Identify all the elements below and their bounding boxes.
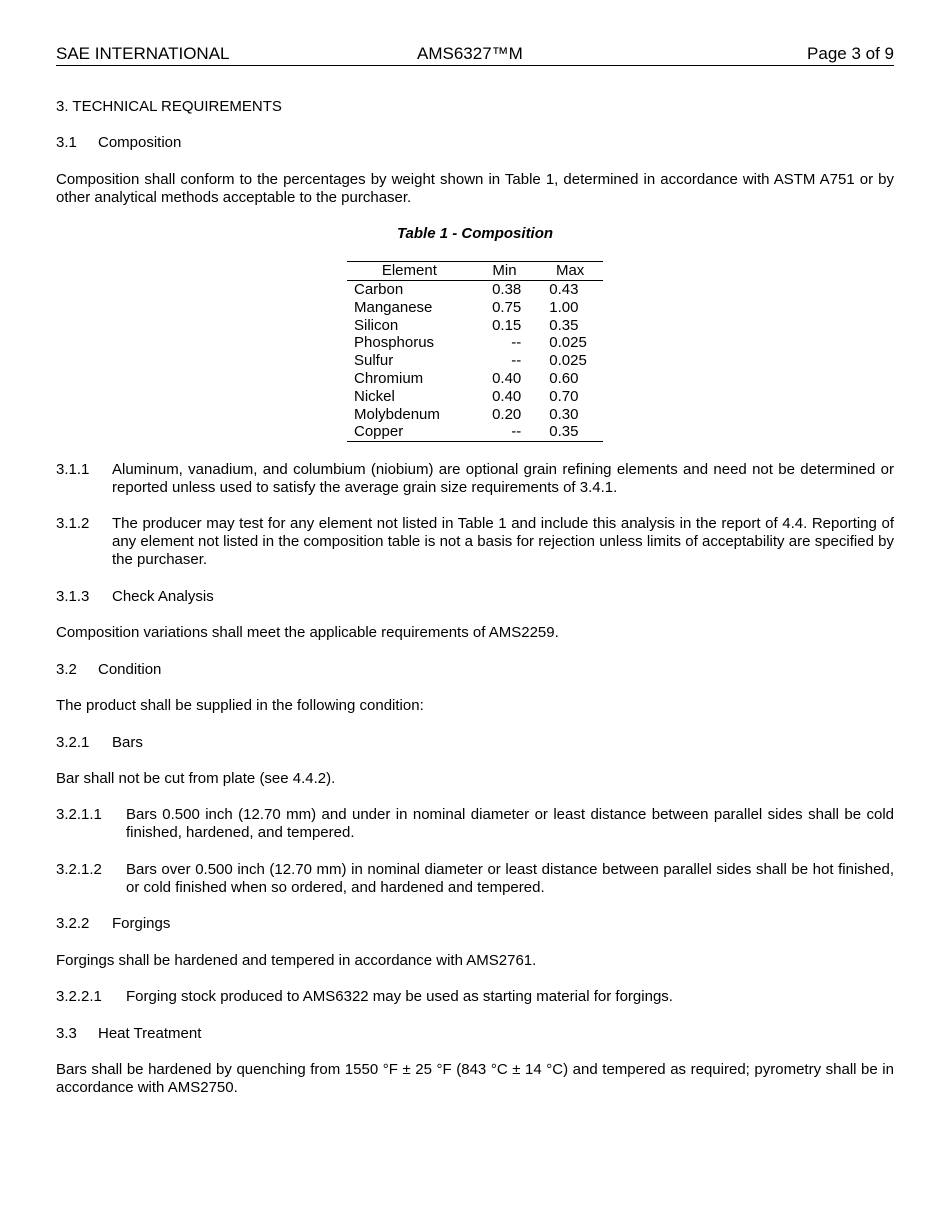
section-3-2-1-1-body: Bars 0.500 inch (12.70 mm) and under in nominal diameter or least distance between parallel sides shall be cold finished, hardened, and tempered. — [126, 806, 894, 841]
section-3-1-2-number: 3.1.2 — [56, 515, 90, 532]
section-3-3-body: Bars shall be hardened by quenching from 1550 °F ± 25 °F (843 °C ± 14 °C) and tempered as required; pyrometry shall be in accordance with AMS2750. — [56, 1061, 894, 1096]
section-3-1-2-body: The producer may test for any element not listed in Table 1 and include this analysis in the report of 4.4. Reporting of any element not listed in the composition table is not a basis for rejection unless limits of acceptability are specified by the purchaser. — [112, 515, 894, 568]
table-cell-element: Manganese — [354, 298, 433, 316]
section-3-2-title: Condition — [98, 661, 162, 678]
table-cell-max: 0.025 — [549, 334, 587, 352]
section-3-2-1-title: Bars — [112, 734, 143, 751]
table-cell-max: 0.43 — [549, 281, 579, 298]
section-3-2-2-1-body: Forging stock produced to AMS6322 may be used as starting material for forgings. — [126, 988, 673, 1005]
table-header-min: Min — [472, 262, 538, 281]
section-3-1-3-number: 3.1.3 — [56, 588, 90, 605]
table-cell-max: 0.35 — [549, 316, 579, 334]
section-3-heading: 3. TECHNICAL REQUIREMENTS — [56, 98, 282, 115]
header-doc-number: AMS6327™M — [417, 44, 523, 63]
table-cell-element: Molybdenum — [354, 405, 440, 423]
table-1-title: Table 1 - Composition — [396, 225, 554, 242]
table-cell-max: 0.30 — [549, 405, 579, 423]
page-header — [56, 44, 894, 66]
section-3-2-number: 3.2 — [56, 661, 77, 678]
section-3-2-2-body: Forgings shall be hardened and tempered in accordance with AMS2761. — [56, 952, 537, 969]
section-3-1-1-number: 3.1.1 — [56, 461, 90, 478]
table-cell-element: Copper — [347, 423, 472, 441]
section-3-2-1-number: 3.2.1 — [56, 734, 90, 751]
table-cell-element: Chromium — [354, 369, 424, 387]
table-header-max: Max — [537, 262, 603, 281]
table-cell-max: 0.025 — [549, 352, 587, 370]
composition-table — [347, 261, 603, 442]
table-header-row — [347, 262, 603, 281]
table-cell-min: -- — [511, 352, 522, 370]
section-3-3-title: Heat Treatment — [98, 1025, 202, 1042]
table-cell-min: 0.40 — [492, 369, 522, 387]
table-row — [347, 370, 603, 388]
table-row — [347, 299, 603, 317]
section-3-2-2-1-number: 3.2.2.1 — [56, 988, 102, 1005]
section-3-1-body: Composition shall conform to the percentages by weight shown in Table 1, determined in accordance with ASTM A751 or by other analytical methods acceptable to the purchaser. — [56, 171, 894, 206]
section-3-3-number: 3.3 — [56, 1025, 77, 1042]
section-3-2-2-number: 3.2.2 — [56, 915, 90, 932]
table-cell-element: Sulfur — [354, 352, 394, 370]
section-3-1-3-title: Check Analysis — [112, 588, 214, 605]
table-cell-max: 0.35 — [537, 423, 603, 441]
table-cell-min: -- — [511, 334, 522, 352]
section-3-2-1-2-number: 3.2.1.2 — [56, 861, 102, 878]
table-cell-min: -- — [472, 423, 538, 441]
section-3-2-1-1-number: 3.2.1.1 — [56, 806, 102, 823]
section-3-1-number: 3.1 — [56, 134, 77, 151]
header-org: SAE INTERNATIONAL — [56, 44, 230, 63]
section-3-1-1-body: Aluminum, vanadium, and columbium (niobium) are optional grain refining elements and need not be determined or reported unless used to satisfy the average grain size requirements of 3.4.1. — [112, 461, 894, 496]
table-cell-max: 0.60 — [549, 369, 579, 387]
section-3-1-title: Composition — [98, 134, 182, 151]
table-cell-min: 0.15 — [492, 316, 522, 334]
table-cell-min: 0.40 — [492, 387, 522, 405]
header-page-number: Page 3 of 9 — [807, 44, 894, 63]
section-3-2-1-body: Bar shall not be cut from plate (see 4.4.2). — [56, 770, 336, 787]
table-cell-max: 0.70 — [549, 387, 579, 405]
table-cell-element: Carbon — [354, 281, 404, 298]
section-3-1-3-body: Composition variations shall meet the applicable requirements of AMS2259. — [56, 624, 559, 641]
table-cell-min: 0.38 — [492, 281, 522, 298]
table-row — [347, 334, 603, 352]
table-row — [347, 317, 603, 335]
section-3-2-2-title: Forgings — [112, 915, 171, 932]
table-cell-element: Phosphorus — [354, 334, 435, 352]
table-header-element: Element — [347, 262, 472, 281]
table-row — [347, 423, 603, 441]
table-cell-min: 0.20 — [492, 405, 522, 423]
table-row — [347, 281, 603, 299]
section-3-2-body: The product shall be supplied in the following condition: — [56, 697, 424, 714]
table-cell-element: Silicon — [354, 316, 399, 334]
section-3-2-1-2-body: Bars over 0.500 inch (12.70 mm) in nominal diameter or least distance between parallel sides shall be hot finished, or cold finished when so ordered, and hardened and tempered. — [126, 861, 894, 896]
table-row — [347, 406, 603, 424]
table-cell-element: Nickel — [354, 387, 395, 405]
table-cell-min: 0.75 — [492, 298, 522, 316]
table-row — [347, 388, 603, 406]
table-cell-max: 1.00 — [549, 298, 579, 316]
table-row — [347, 352, 603, 370]
